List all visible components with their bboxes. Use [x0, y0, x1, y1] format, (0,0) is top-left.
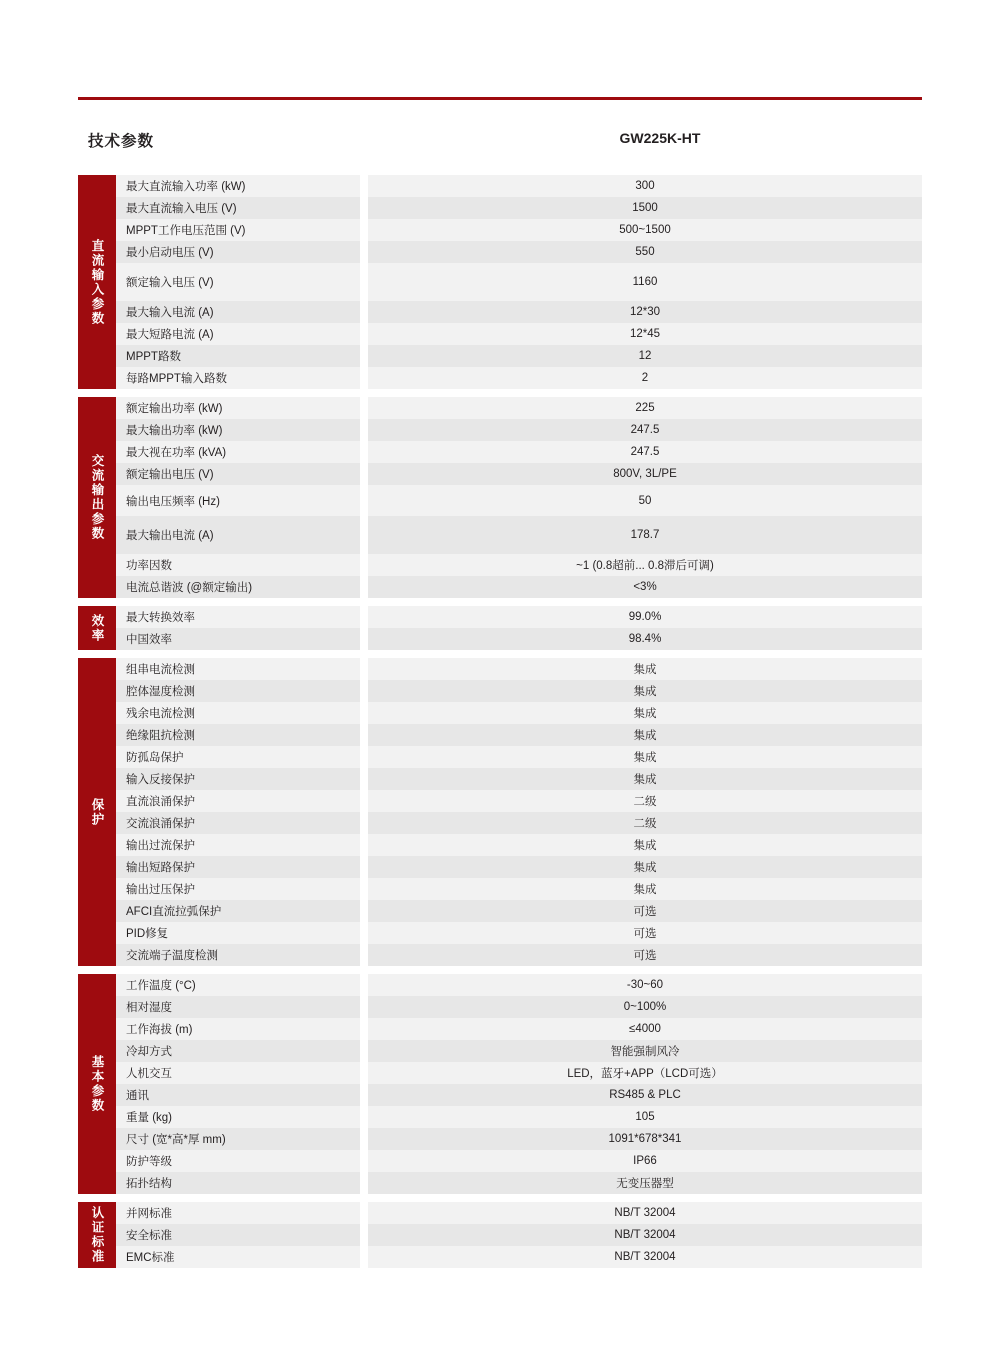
spec-value: NB/T 32004	[368, 1224, 922, 1246]
spec-name: 最大直流输入电压 (V)	[116, 197, 360, 219]
column-divider	[360, 1172, 368, 1194]
spec-group-label	[78, 974, 116, 1194]
table-row	[116, 323, 922, 345]
column-divider	[360, 790, 368, 812]
spec-name: 重量 (kg)	[116, 1106, 360, 1128]
spec-value: 可选	[368, 944, 922, 966]
column-divider	[360, 441, 368, 463]
column-divider	[360, 878, 368, 900]
spec-name: PID修复	[116, 922, 360, 944]
spec-value: 178.7	[368, 516, 922, 554]
spec-name: 交流浪涌保护	[116, 812, 360, 834]
table-row	[116, 768, 922, 790]
spec-group-label-text: 效率	[90, 613, 104, 643]
spec-name: 最大输出功率 (kW)	[116, 419, 360, 441]
spec-value: 1091*678*341	[368, 1128, 922, 1150]
spec-name: 额定输出功率 (kW)	[116, 397, 360, 419]
spec-name: 中国效率	[116, 628, 360, 650]
spec-name: 输出电压频率 (Hz)	[116, 485, 360, 516]
column-divider	[360, 1224, 368, 1246]
spec-value: 247.5	[368, 441, 922, 463]
table-row	[116, 790, 922, 812]
column-divider	[360, 197, 368, 219]
spec-value: 0~100%	[368, 996, 922, 1018]
table-row	[116, 197, 922, 219]
spec-group-rows	[116, 397, 922, 598]
column-divider	[360, 175, 368, 197]
spec-name: 防护等级	[116, 1150, 360, 1172]
spec-name: 防孤岛保护	[116, 746, 360, 768]
column-divider	[360, 1018, 368, 1040]
spec-value: 1160	[368, 263, 922, 301]
table-row	[116, 301, 922, 323]
spec-value: 500~1500	[368, 219, 922, 241]
spec-name: 安全标准	[116, 1224, 360, 1246]
table-row	[116, 1246, 922, 1268]
spec-name: 最大短路电流 (A)	[116, 323, 360, 345]
spec-name: 输出短路保护	[116, 856, 360, 878]
spec-value: 2	[368, 367, 922, 389]
spec-name: 人机交互	[116, 1062, 360, 1084]
spec-group-rows	[116, 658, 922, 966]
spec-name: 每路MPPT输入路数	[116, 367, 360, 389]
spec-value: -30~60	[368, 974, 922, 996]
table-row	[116, 900, 922, 922]
table-row	[116, 397, 922, 419]
spec-name: 电流总谐波 (@额定输出)	[116, 576, 360, 598]
column-divider	[360, 576, 368, 598]
table-row	[116, 878, 922, 900]
spec-group	[78, 658, 922, 966]
spec-group-label	[78, 658, 116, 966]
column-divider	[360, 323, 368, 345]
spec-value: 99.0%	[368, 606, 922, 628]
column-divider	[360, 702, 368, 724]
column-divider	[360, 345, 368, 367]
table-row	[116, 441, 922, 463]
column-divider	[360, 996, 368, 1018]
spec-group-rows	[116, 606, 922, 650]
column-divider	[360, 1150, 368, 1172]
spec-value: 247.5	[368, 419, 922, 441]
column-divider	[360, 485, 368, 516]
spec-name: 最大转换效率	[116, 606, 360, 628]
spec-name: 绝缘阻抗检测	[116, 724, 360, 746]
column-divider	[360, 1128, 368, 1150]
column-divider	[360, 419, 368, 441]
spec-name: 相对湿度	[116, 996, 360, 1018]
spec-value: 集成	[368, 746, 922, 768]
spec-group-label	[78, 606, 116, 650]
spec-name: 额定输出电压 (V)	[116, 463, 360, 485]
spec-name: 最大视在功率 (kVA)	[116, 441, 360, 463]
table-row	[116, 724, 922, 746]
spec-value: LED，蓝牙+APP（LCD可选）	[368, 1062, 922, 1084]
table-row	[116, 1224, 922, 1246]
spec-name: EMC标准	[116, 1246, 360, 1268]
table-row	[116, 1018, 922, 1040]
spec-value: ~1 (0.8超前... 0.8滞后可调)	[368, 554, 922, 576]
spec-value: 12*30	[368, 301, 922, 323]
spec-name: 直流浪涌保护	[116, 790, 360, 812]
table-row	[116, 175, 922, 197]
table-row	[116, 1084, 922, 1106]
column-divider	[360, 1202, 368, 1224]
column-divider	[360, 746, 368, 768]
spec-value: NB/T 32004	[368, 1202, 922, 1224]
table-row	[116, 463, 922, 485]
spec-name: 冷却方式	[116, 1040, 360, 1062]
spec-name: 拓扑结构	[116, 1172, 360, 1194]
table-row	[116, 219, 922, 241]
spec-value: 无变压器型	[368, 1172, 922, 1194]
table-row	[116, 263, 922, 301]
spec-value: 98.4%	[368, 628, 922, 650]
table-row	[116, 1106, 922, 1128]
column-divider	[360, 724, 368, 746]
spec-group-rows	[116, 974, 922, 1194]
spec-value: 二级	[368, 790, 922, 812]
spec-value: 12*45	[368, 323, 922, 345]
spec-value: 225	[368, 397, 922, 419]
column-divider	[360, 628, 368, 650]
spec-value: 300	[368, 175, 922, 197]
spec-value: 集成	[368, 658, 922, 680]
spec-value: 二级	[368, 812, 922, 834]
spec-group-label-text: 保护	[90, 797, 104, 827]
table-row	[116, 345, 922, 367]
spec-value: RS485 & PLC	[368, 1084, 922, 1106]
table-row	[116, 554, 922, 576]
table-row	[116, 746, 922, 768]
spec-name: 最大输入电流 (A)	[116, 301, 360, 323]
table-row	[116, 680, 922, 702]
table-row	[116, 1040, 922, 1062]
table-row	[116, 1062, 922, 1084]
column-divider	[360, 263, 368, 301]
table-row	[116, 1172, 922, 1194]
table-row	[116, 974, 922, 996]
table-row	[116, 702, 922, 724]
spec-name: 输出过压保护	[116, 878, 360, 900]
column-divider	[360, 606, 368, 628]
spec-name: MPPT路数	[116, 345, 360, 367]
spec-group-label-text: 交流输出参数	[90, 454, 104, 541]
spec-group	[78, 1202, 922, 1268]
spec-group-label-text: 直流输入参数	[90, 238, 104, 326]
table-row	[116, 576, 922, 598]
spec-name: 输入反接保护	[116, 768, 360, 790]
table-row	[116, 944, 922, 966]
column-divider	[360, 219, 368, 241]
table-row	[116, 658, 922, 680]
spec-value: NB/T 32004	[368, 1246, 922, 1268]
spec-value: 1500	[368, 197, 922, 219]
table-row	[116, 419, 922, 441]
spec-name: MPPT工作电压范围 (V)	[116, 219, 360, 241]
spec-value: 集成	[368, 878, 922, 900]
column-divider	[360, 367, 368, 389]
spec-name: 最小启动电压 (V)	[116, 241, 360, 263]
spec-name: 残余电流检测	[116, 702, 360, 724]
spec-value: 集成	[368, 680, 922, 702]
column-divider	[360, 974, 368, 996]
spec-group	[78, 974, 922, 1194]
spec-value: <3%	[368, 576, 922, 598]
table-row	[116, 922, 922, 944]
spec-name: 交流端子温度检测	[116, 944, 360, 966]
spec-group-label-text: 认证标准	[90, 1206, 104, 1264]
column-divider	[360, 397, 368, 419]
spec-name: 工作温度 (°C)	[116, 974, 360, 996]
spec-name: 最大输出电流 (A)	[116, 516, 360, 554]
column-divider	[360, 516, 368, 554]
spec-name: 功率因数	[116, 554, 360, 576]
table-row	[116, 628, 922, 650]
column-divider	[360, 1084, 368, 1106]
spec-group	[78, 175, 922, 389]
spec-group	[78, 606, 922, 650]
table-row	[116, 812, 922, 834]
column-divider	[360, 1040, 368, 1062]
spec-group-label	[78, 175, 116, 389]
spec-value: 集成	[368, 702, 922, 724]
table-row	[116, 996, 922, 1018]
header-accent-rule	[78, 97, 922, 100]
column-divider	[360, 1106, 368, 1128]
spec-name: 并网标准	[116, 1202, 360, 1224]
column-divider	[360, 658, 368, 680]
spec-value: 集成	[368, 724, 922, 746]
spec-value: 可选	[368, 900, 922, 922]
column-divider	[360, 241, 368, 263]
column-divider	[360, 834, 368, 856]
spec-value: 550	[368, 241, 922, 263]
column-divider	[360, 768, 368, 790]
table-row	[116, 485, 922, 516]
spec-name: AFCI直流拉弧保护	[116, 900, 360, 922]
table-row	[116, 516, 922, 554]
column-divider	[360, 554, 368, 576]
column-divider	[360, 1062, 368, 1084]
spec-group-label	[78, 1202, 116, 1268]
spec-name: 工作海拔 (m)	[116, 1018, 360, 1040]
spec-value: 12	[368, 345, 922, 367]
column-divider	[360, 463, 368, 485]
table-row	[116, 834, 922, 856]
spec-name: 通讯	[116, 1084, 360, 1106]
spec-name: 组串电流检测	[116, 658, 360, 680]
model-name: GW225K-HT	[619, 130, 701, 146]
spec-name: 尺寸 (宽*高*厚 mm)	[116, 1128, 360, 1150]
table-row	[116, 1150, 922, 1172]
table-row	[116, 1128, 922, 1150]
spec-name: 最大直流输入功率 (kW)	[116, 175, 360, 197]
spec-value: 50	[368, 485, 922, 516]
column-divider	[360, 900, 368, 922]
table-row	[116, 367, 922, 389]
column-divider	[360, 856, 368, 878]
column-divider	[360, 922, 368, 944]
spec-value: 集成	[368, 768, 922, 790]
spec-value: 集成	[368, 856, 922, 878]
table-row	[116, 606, 922, 628]
spec-name: 腔体湿度检测	[116, 680, 360, 702]
spec-group-rows	[116, 175, 922, 389]
spec-value: 800V, 3L/PE	[368, 463, 922, 485]
spec-value: 集成	[368, 834, 922, 856]
page-title: 技术参数	[88, 133, 155, 150]
spec-value: ≤4000	[368, 1018, 922, 1040]
header-row	[78, 125, 922, 165]
spec-name: 额定输入电压 (V)	[116, 263, 360, 301]
spec-group-rows	[116, 1202, 922, 1268]
column-divider	[360, 680, 368, 702]
specifications-table	[78, 175, 922, 1276]
column-divider	[360, 944, 368, 966]
spec-group	[78, 397, 922, 598]
column-divider	[360, 812, 368, 834]
spec-group-label-text: 基本参数	[90, 1055, 104, 1113]
column-divider	[360, 1246, 368, 1268]
spec-value: IP66	[368, 1150, 922, 1172]
spec-group-label	[78, 397, 116, 598]
spec-value: 智能强制风冷	[368, 1040, 922, 1062]
table-row	[116, 856, 922, 878]
table-row	[116, 1202, 922, 1224]
spec-name: 输出过流保护	[116, 834, 360, 856]
spec-value: 可选	[368, 922, 922, 944]
spec-value: 105	[368, 1106, 922, 1128]
column-divider	[360, 301, 368, 323]
table-row	[116, 241, 922, 263]
